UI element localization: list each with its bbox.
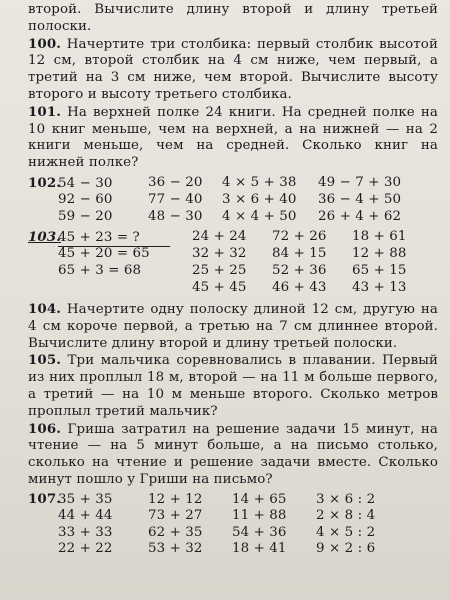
exercise-text: На верхней полке 24 книги. На средней полке на 10 книг меньше, чем на верхней, а на нижней — на 2 книги меньше, чем на средней. Сколько книг на нижней полке? bbox=[28, 104, 438, 171]
expression-row bbox=[28, 492, 438, 509]
exercise-102 bbox=[28, 175, 438, 226]
expression: 4 × 4 + 50 bbox=[222, 209, 297, 225]
expression: 25 + 25 bbox=[192, 263, 247, 279]
expression: 36 − 20 bbox=[148, 175, 203, 191]
expression: 49 − 7 + 30 bbox=[318, 175, 402, 191]
sample-expression: 45 + 20 = 65 bbox=[58, 246, 150, 262]
expression-row bbox=[28, 209, 438, 226]
expression-row bbox=[28, 525, 438, 542]
expression-row bbox=[28, 263, 438, 280]
expression: 22 + 22 bbox=[58, 541, 113, 557]
exercise-text: Гриша затратил на решение задачи 15 минут, на чтение — на 5 минут больше, а на письмо столько, сколько на чтение и решение задачи вместе. Сколько минут пошло у Гриши на письмо? bbox=[28, 421, 438, 487]
expression-row bbox=[28, 280, 438, 297]
expression: 45 + 45 bbox=[192, 280, 247, 296]
expression: 9 × 2 : 6 bbox=[316, 541, 376, 557]
expression: 33 + 33 bbox=[58, 524, 113, 540]
expression: 35 + 35 bbox=[58, 492, 113, 508]
expression-row bbox=[28, 508, 438, 525]
expression: 59 − 20 bbox=[58, 209, 113, 225]
expression: 12 + 12 bbox=[148, 491, 203, 507]
expression: 4 × 5 : 2 bbox=[316, 524, 376, 540]
expression: 53 + 32 bbox=[148, 541, 203, 557]
expression: 3 × 6 : 2 bbox=[316, 491, 376, 507]
sample-expression: 65 + 3 = 68 bbox=[58, 263, 142, 279]
expression: 73 + 27 bbox=[148, 508, 203, 524]
expression: 72 + 26 bbox=[272, 229, 327, 245]
exercise-105 bbox=[28, 352, 438, 420]
expression: 4 × 5 + 38 bbox=[222, 175, 297, 191]
paragraph-continuation: второй. Вычислите длину второй и длину третьей полоски. bbox=[28, 2, 438, 34]
expression-row bbox=[28, 192, 438, 209]
expression: 2 × 8 : 4 bbox=[316, 508, 376, 524]
exercise-number: 107. bbox=[28, 491, 62, 508]
expression: 36 − 4 + 50 bbox=[318, 192, 402, 208]
expression: 92 − 60 bbox=[58, 192, 113, 208]
page-text bbox=[28, 2, 438, 558]
exercise-104 bbox=[28, 301, 438, 352]
expression: 26 + 4 + 62 bbox=[318, 209, 402, 225]
expression: 48 − 30 bbox=[148, 209, 203, 225]
expression: 14 + 65 bbox=[232, 491, 287, 507]
expression-row bbox=[28, 175, 438, 192]
exercise-107 bbox=[28, 492, 438, 558]
expression-row bbox=[28, 542, 438, 559]
expression-row bbox=[28, 246, 438, 263]
exercise-number: 105. bbox=[28, 352, 62, 369]
expression: 77 − 40 bbox=[148, 192, 203, 208]
exercise-number: 101. bbox=[28, 103, 62, 120]
exercise-number: 106. bbox=[28, 420, 62, 437]
exercise-number: 103. bbox=[28, 228, 62, 245]
expression: 18 + 61 bbox=[352, 229, 407, 245]
expression: 44 + 44 bbox=[58, 508, 113, 524]
expression: 54 + 36 bbox=[232, 524, 287, 540]
expression: 52 + 36 bbox=[272, 263, 327, 279]
exercise-number: 100. bbox=[28, 35, 62, 52]
expression: 54 − 30 bbox=[58, 175, 113, 191]
expression: 62 + 35 bbox=[148, 524, 203, 540]
solution-underline bbox=[58, 246, 170, 247]
exercise-text: Начертите три столбика: первый столбик высотой 12 см, второй столбик на 4 см ниже, чем первый, а третий на 3 см ниже, чем второй. Вычислите высоту второго и высоту третьего столбика. bbox=[28, 36, 438, 102]
exercise-106 bbox=[28, 421, 438, 489]
expression: 11 + 88 bbox=[232, 508, 287, 524]
exercise-text: Три мальчика соревновались в плавании. Первый из них проплыл 18 м, второй — на 11 м больше первого, а третий — на 10 м меньше второго. Сколько метров проплыл третий мальчик? bbox=[28, 353, 438, 419]
exercise-101 bbox=[28, 104, 438, 172]
sample-expression: 45 + 23 = ? bbox=[58, 229, 140, 245]
exercise-103 bbox=[28, 229, 438, 297]
expression: 24 + 24 bbox=[192, 229, 247, 245]
expression: 12 + 88 bbox=[352, 246, 407, 262]
expression-row bbox=[28, 229, 438, 246]
exercise-number: 102. bbox=[28, 174, 62, 191]
expression: 3 × 6 + 40 bbox=[222, 192, 297, 208]
expression: 18 + 41 bbox=[232, 541, 287, 557]
expression: 32 + 32 bbox=[192, 246, 247, 262]
exercise-100 bbox=[28, 36, 438, 104]
expression: 43 + 13 bbox=[352, 280, 407, 296]
exercise-number: 104. bbox=[28, 300, 62, 317]
expression: 84 + 15 bbox=[272, 246, 327, 262]
exercise-text: Начертите одну полоску длиной 12 см, другую на 4 см короче первой, а третью на 7 см длиннее второй. Вычислите длину второй и длину третьей полоски. bbox=[28, 301, 438, 351]
expression: 65 + 15 bbox=[352, 263, 407, 279]
expression: 46 + 43 bbox=[272, 280, 327, 296]
